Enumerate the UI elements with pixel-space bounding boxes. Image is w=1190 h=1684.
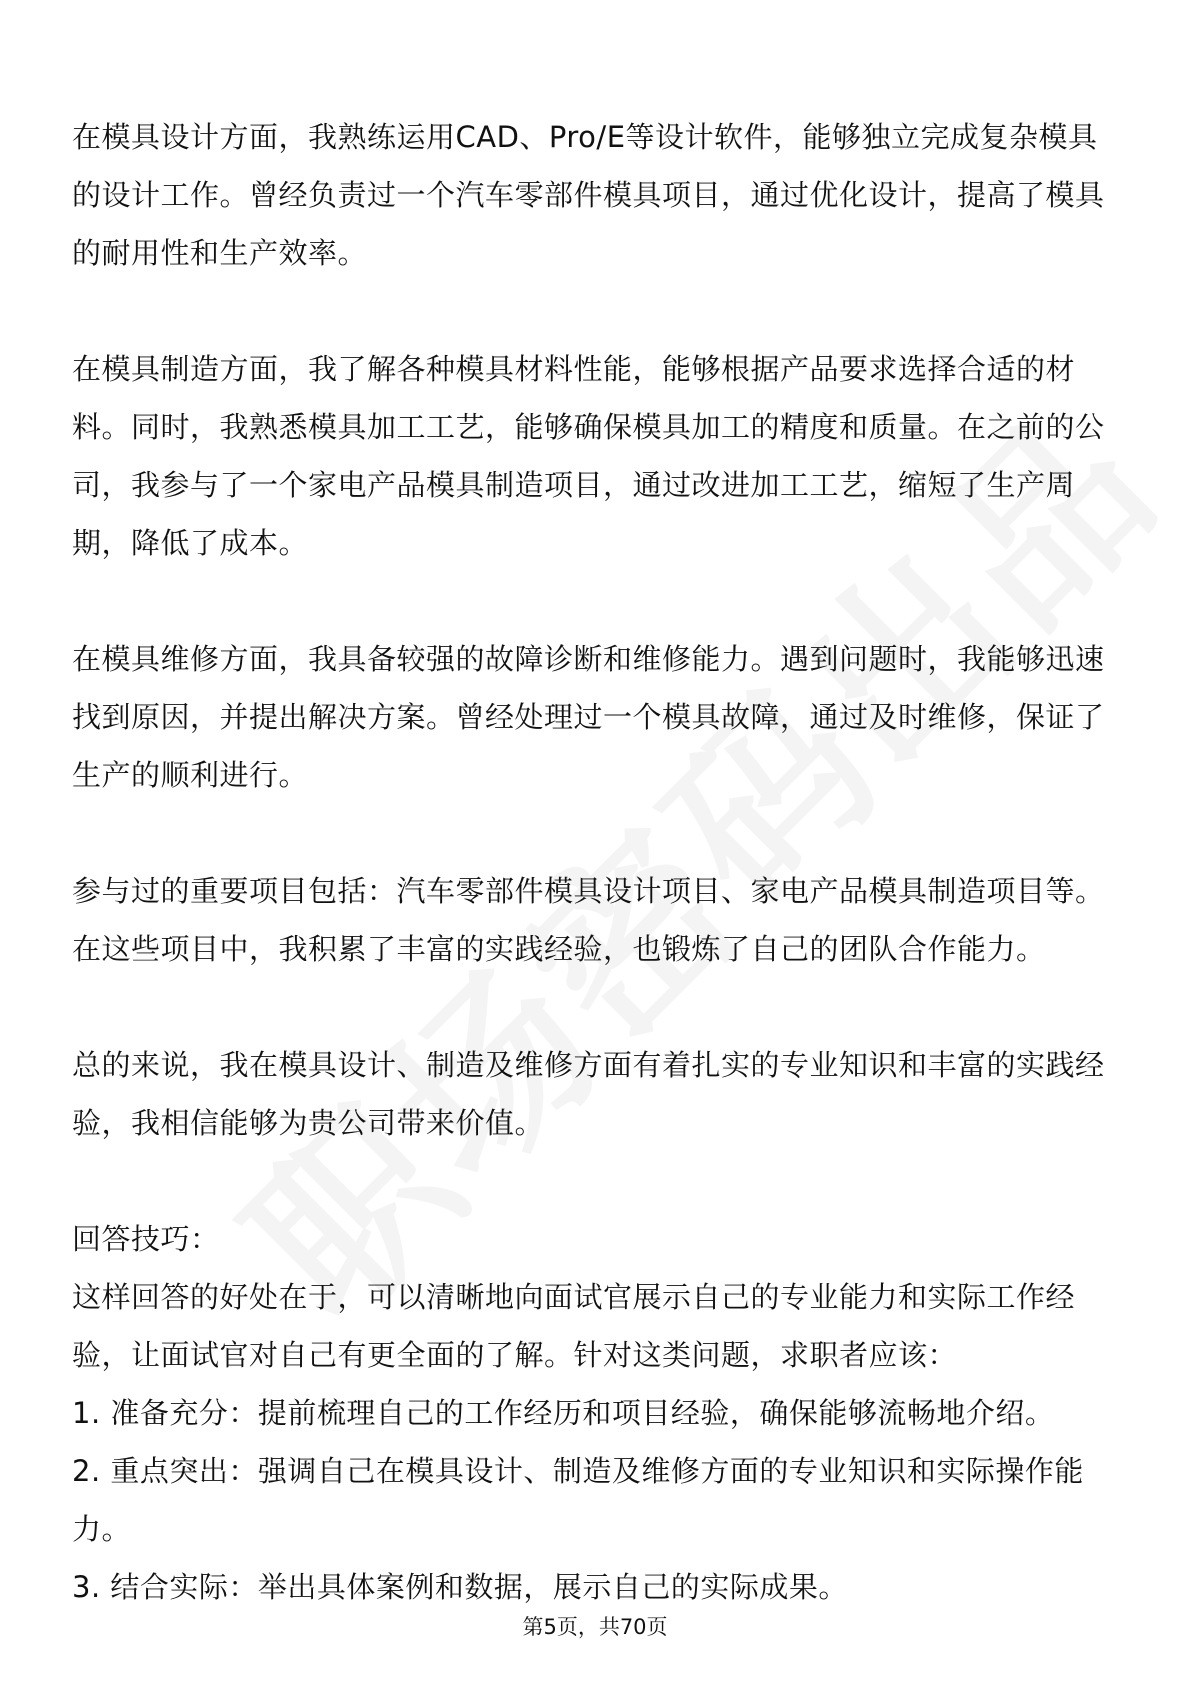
tips-intro: 这样回答的好处在于，可以清晰地向面试官展示自己的专业能力和实际工作经验，让面试官对自己有更全面的了解。针对这类问题，求职者应该： [72, 1280, 1076, 1372]
tips-section [72, 1210, 1118, 1616]
tips-item: 2. 重点突出：强调自己在模具设计、制造及维修方面的专业知识和实际操作能力。 [72, 1454, 1084, 1546]
document-body [72, 108, 1118, 1616]
paragraph-maintenance: 在模具维修方面，我具备较强的故障诊断和维修能力。遇到问题时，我能够迅速找到原因，并提出解决方案。曾经处理过一个模具故障，通过及时维修，保证了生产的顺利进行。 [72, 642, 1105, 792]
paragraph-design: 在模具设计方面，我熟练运用CAD、Pro/E等设计软件，能够独立完成复杂模具的设计工作。曾经负责过一个汽车零部件模具项目，通过优化设计，提高了模具的耐用性和生产效率。 [72, 120, 1105, 270]
paragraph-summary: 总的来说，我在模具设计、制造及维修方面有着扎实的专业知识和丰富的实践经验，我相信能够为贵公司带来价值。 [72, 1048, 1105, 1140]
tips-heading: 回答技巧： [72, 1222, 220, 1256]
paragraph-manufacturing: 在模具制造方面，我了解各种模具材料性能，能够根据产品要求选择合适的材料。同时，我熟悉模具加工工艺，能够确保模具加工的精度和质量。在之前的公司，我参与了一个家电产品模具制造项目，通过改进加工工艺，缩短了生产周期，降低了成本。 [72, 352, 1105, 560]
paragraph-projects: 参与过的重要项目包括：汽车零部件模具设计项目、家电产品模具制造项目等。在这些项目中，我积累了丰富的实践经验，也锻炼了自己的团队合作能力。 [72, 874, 1105, 966]
page-number: 第5页，共70页 [522, 1615, 668, 1639]
tips-item: 1. 准备充分：提前梳理自己的工作经历和项目经验，确保能够流畅地介绍。 [72, 1396, 1055, 1430]
tips-item: 3. 结合实际：举出具体案例和数据，展示自己的实际成果。 [72, 1570, 848, 1604]
